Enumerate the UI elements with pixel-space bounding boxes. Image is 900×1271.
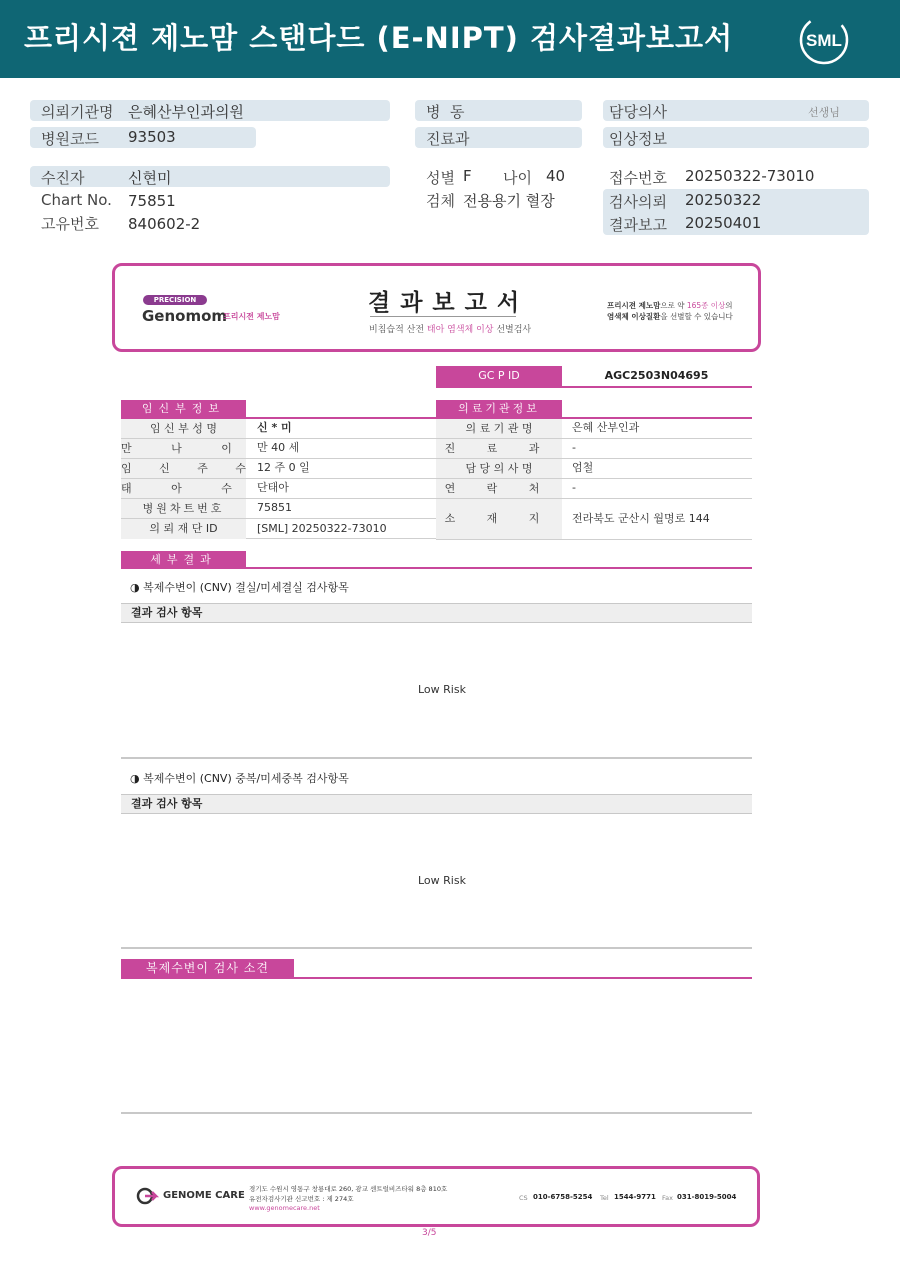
patient-label: 수진자	[41, 169, 85, 187]
medical-section-title: 의료기관정보	[436, 400, 562, 418]
row-value: 만 40 세	[257, 441, 300, 454]
row-label: 병원차트번호	[121, 499, 246, 518]
right1-a: 프리시젼 제노맘	[607, 301, 661, 310]
deletion-heading: ◑ 복제수변이 (CNV) 결실/미세결실 검사항목	[130, 581, 349, 594]
patient-value: 신현미	[128, 169, 172, 187]
cs-value: 010-6758-5254	[533, 1193, 593, 1201]
pregnant-section-title: 임신부정보	[121, 400, 246, 418]
row-value: [SML] 20250322-73010	[257, 522, 387, 535]
row-value: -	[572, 481, 576, 494]
detail-section-line	[121, 567, 752, 569]
row-value: 전라북도 군산시 월명로 144	[572, 512, 710, 525]
duplication-result-bar: 결과 검사 항목	[121, 794, 752, 814]
row-value: 75851	[257, 501, 292, 514]
receipt-value: 20250322-73010	[685, 167, 815, 185]
deletion-result-bar: 결과 검사 항목	[121, 603, 752, 623]
doctor-suffix: 선생님	[808, 106, 840, 119]
duplication-result: Low Risk	[418, 874, 466, 887]
report-label: 결과보고	[609, 216, 667, 234]
duplication-bottom-line	[121, 947, 752, 949]
tel-label: Tel	[600, 1194, 609, 1202]
institution-value: 은혜산부인과의원	[128, 103, 244, 121]
row-label: 소 재 지	[436, 499, 562, 539]
gcpid-label: GC P ID	[436, 366, 562, 386]
hospital-code-label: 병원코드	[41, 130, 99, 148]
chart-label: Chart No.	[41, 191, 112, 209]
opinion-section-line	[121, 977, 752, 979]
institution-label: 의뢰기관명	[41, 103, 114, 121]
right2-a: 염색체 이상질환	[607, 312, 661, 321]
id-value: 840602-2	[128, 215, 201, 233]
page-number: 3/5	[422, 1228, 437, 1238]
card-right-line1	[607, 300, 733, 311]
report-subtitle	[369, 322, 531, 335]
right1-d: 의	[725, 301, 733, 310]
specimen-value: 전용용기 혈장	[463, 192, 555, 210]
report-value: 20250401	[685, 214, 762, 232]
deletion-bottom-line	[121, 757, 752, 759]
tel-value: 1544-9771	[614, 1193, 656, 1201]
age-label: 나이	[503, 169, 532, 187]
right1-c: 165종 이상	[686, 301, 726, 310]
age-value: 40	[546, 167, 566, 185]
genomom-logo: Genomom	[142, 307, 228, 325]
card-right-line2	[607, 311, 733, 322]
subtitle-em: 태아 염색체 이상	[426, 325, 494, 335]
footer-address: 경기도 수원시 영통구 창룡대로 260, 광교 센트럴비즈타워 8층 810호	[249, 1185, 448, 1193]
request-label: 검사의뢰	[609, 193, 667, 211]
deletion-result: Low Risk	[418, 683, 466, 696]
footer-website[interactable]: www.genomecare.net	[249, 1204, 320, 1212]
sex-label: 성별	[426, 169, 455, 187]
specimen-label: 검체	[426, 192, 455, 210]
row-value: 12 주 0 일	[257, 461, 310, 474]
chart-value: 75851	[128, 192, 176, 210]
fax-value: 031-8019-5004	[677, 1193, 737, 1201]
sml-logo-text: SML	[806, 31, 842, 50]
row-label: 진 료 과	[436, 439, 562, 458]
page-title: 프리시젼 제노맘 스탠다드 (E-NIPT) 검사결과보고서	[24, 21, 734, 55]
id-label: 고유번호	[41, 215, 99, 233]
gcpid-underline	[436, 386, 752, 388]
row-label: 태 아 수	[121, 479, 246, 498]
right2-b: 을 선별할 수 있습니다	[660, 312, 733, 321]
row-label: 연 락 처	[436, 479, 562, 498]
row-label: 만 나 이	[121, 439, 246, 458]
gcpid-value: AGC2503N04695	[604, 369, 709, 382]
fax-label: Fax	[662, 1194, 673, 1202]
sex-value: F	[463, 167, 472, 185]
row-label: 임 신 주 수	[121, 459, 246, 478]
department-label: 진료과	[426, 130, 470, 148]
row-label: 의 뢰 재 단 ID	[121, 519, 246, 539]
right1-b: 으로 약	[660, 301, 687, 310]
clinical-label: 임상정보	[609, 130, 667, 148]
doctor-label: 담당의사	[609, 103, 667, 121]
sml-logo-icon	[798, 14, 850, 66]
precision-badge: PRECISION	[143, 295, 207, 305]
report-title: 결과보고서	[368, 290, 530, 316]
detail-section-title: 세부결과	[121, 551, 246, 569]
row-value: 엄철	[572, 461, 594, 474]
request-value: 20250322	[685, 191, 762, 209]
genomom-sub: 프리시젼 제노맘	[223, 312, 280, 321]
opinion-bottom-line	[121, 1112, 752, 1114]
cs-label: CS	[519, 1194, 528, 1202]
row-value: 신 * 미	[257, 421, 292, 434]
receipt-label: 접수번호	[609, 169, 667, 187]
subtitle-pre: 비침습적 산전	[369, 325, 427, 335]
row-label: 임 신 부 성 명	[121, 419, 246, 438]
row-label: 담 당 의 사 명	[436, 459, 562, 478]
genome-care-logo-icon	[136, 1187, 162, 1205]
duplication-heading: ◑ 복제수변이 (CNV) 중복/미세중복 검사항목	[130, 772, 349, 785]
row-value: 단태아	[257, 481, 289, 494]
row-value: -	[572, 441, 576, 454]
footer-registration: 유전자검사기관 신고번호 : 제 274호	[249, 1195, 354, 1203]
report-title-rule	[370, 316, 516, 317]
opinion-section-title: 복제수변이 검사 소견	[121, 959, 294, 977]
genome-care-logo-text: GENOME CARE	[163, 1190, 245, 1201]
hospital-code-value: 93503	[128, 128, 176, 146]
row-value: 은혜 산부인과	[572, 421, 640, 434]
ward-label: 병 동	[426, 103, 465, 121]
row-label: 의 료 기 관 명	[436, 419, 562, 438]
subtitle-post: 선별검사	[493, 325, 532, 335]
